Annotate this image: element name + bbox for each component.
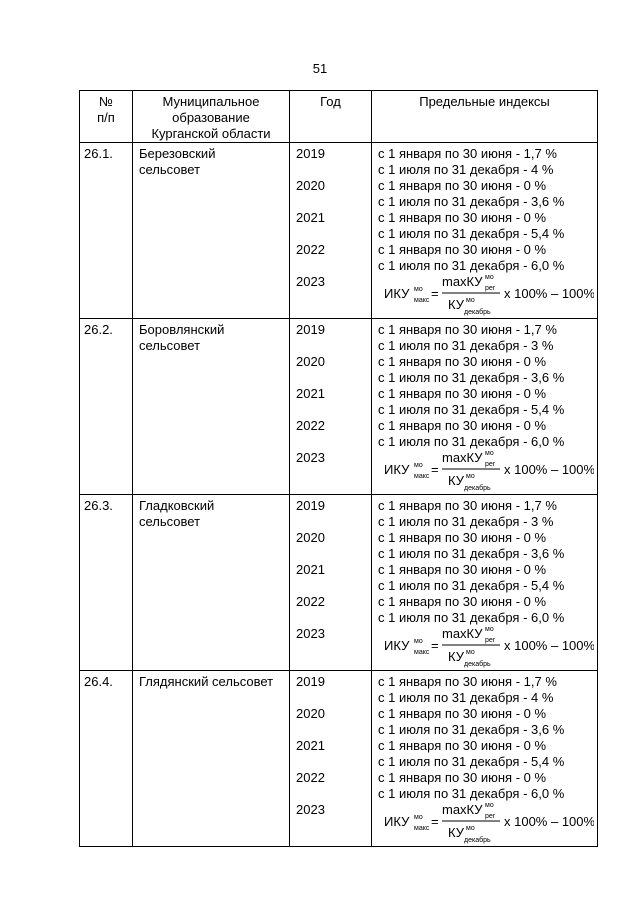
year-label: 2019	[296, 498, 325, 513]
years-cell	[290, 143, 372, 319]
formula-den-sup: мо	[466, 297, 475, 304]
formula-numerator: maxКУ	[442, 802, 483, 817]
year-label: 2023	[296, 450, 325, 465]
year-label: 2020	[296, 706, 325, 721]
formula-den-sub: декабрь	[464, 837, 491, 844]
index-line: с 1 июля по 31 декабря - 4 %	[378, 690, 554, 705]
formula	[384, 800, 594, 846]
index-line: с 1 января по 30 июня - 0 %	[378, 562, 547, 577]
index-line: с 1 июля по 31 декабря - 3 %	[378, 338, 554, 353]
index-line: с 1 января по 30 июня - 1,7 %	[378, 674, 557, 689]
formula-num-sub: рег	[485, 285, 496, 292]
municipality-name: Гладковский сельсовет	[133, 495, 290, 671]
years-cell	[290, 495, 372, 671]
index-line: с 1 июля по 31 декабря - 3 %	[378, 514, 554, 529]
formula-numerator: maxКУ	[442, 626, 483, 641]
index-line: с 1 января по 30 июня - 0 %	[378, 530, 547, 545]
indices-cell	[372, 671, 598, 847]
index-line: с 1 января по 30 июня - 0 %	[378, 354, 547, 369]
formula-num-sub: рег	[485, 461, 496, 468]
index-line: с 1 января по 30 июня - 0 %	[378, 594, 547, 609]
formula-lhs-sub: макс	[414, 297, 430, 304]
formula-num-sub: рег	[485, 813, 496, 820]
formula-den-sup: мо	[466, 825, 475, 832]
formula-lhs: ИКУ	[384, 638, 410, 653]
formula-lhs-sup: мо	[414, 462, 423, 469]
header-num: № п/п	[80, 91, 133, 143]
formula-den-sup: мо	[466, 649, 475, 656]
row-number: 26.2.	[80, 319, 133, 495]
index-line: с 1 января по 30 июня - 0 %	[378, 210, 547, 225]
formula-equals: =	[431, 638, 439, 653]
formula-denominator: КУ	[448, 473, 464, 488]
formula-container	[378, 274, 597, 318]
page-number: 51	[312, 61, 328, 76]
index-line: с 1 июля по 31 декабря - 3,6 %	[378, 546, 565, 561]
year-label: 2021	[296, 210, 325, 225]
row-number: 26.3.	[80, 495, 133, 671]
index-line: с 1 января по 30 июня - 0 %	[378, 386, 547, 401]
formula-lhs-sub: макс	[414, 649, 430, 656]
index-line: с 1 января по 30 июня - 1,7 %	[378, 322, 557, 337]
formula-num-sup: мо	[485, 626, 494, 633]
year-label: 2020	[296, 530, 325, 545]
formula-lhs: ИКУ	[384, 462, 410, 477]
formula	[384, 624, 594, 670]
index-line: с 1 июля по 31 декабря - 6,0 %	[378, 258, 565, 273]
formula-denominator: КУ	[448, 649, 464, 664]
index-line: с 1 июля по 31 декабря - 5,4 %	[378, 226, 565, 241]
header-indices: Предельные индексы	[372, 91, 598, 143]
formula	[384, 272, 594, 318]
formula-lhs-sub: макс	[414, 473, 430, 480]
index-line: с 1 июля по 31 декабря - 6,0 %	[378, 786, 565, 801]
index-line: с 1 июля по 31 декабря - 5,4 %	[378, 578, 565, 593]
formula-lhs: ИКУ	[384, 814, 410, 829]
formula-den-sup: мо	[466, 473, 475, 480]
formula-den-sub: декабрь	[464, 309, 491, 316]
index-line: с 1 июля по 31 декабря - 6,0 %	[378, 610, 565, 625]
year-label: 2023	[296, 626, 325, 641]
formula-equals: =	[431, 286, 439, 301]
index-line: с 1 января по 30 июня - 0 %	[378, 706, 547, 721]
formula-num-sup: мо	[485, 274, 494, 281]
formula-equals: =	[431, 462, 439, 477]
indices-cell	[372, 319, 598, 495]
formula-denominator: КУ	[448, 297, 464, 312]
formula-container	[378, 450, 597, 494]
year-label: 2022	[296, 594, 325, 609]
index-line: с 1 января по 30 июня - 0 %	[378, 770, 547, 785]
formula-lhs-sup: мо	[414, 814, 423, 821]
municipality-name: Боровлянский сельсовет	[133, 319, 290, 495]
row-number: 26.4.	[80, 671, 133, 847]
formula-lhs: ИКУ	[384, 286, 410, 301]
table-row	[80, 671, 598, 847]
indices-table	[79, 90, 598, 847]
formula-container	[378, 626, 597, 670]
years-cell	[290, 319, 372, 495]
index-line: с 1 января по 30 июня - 0 %	[378, 178, 547, 193]
formula-num-sup: мо	[485, 802, 494, 809]
formula-container	[378, 802, 597, 846]
formula-num-sup: мо	[485, 450, 494, 457]
header-municipality: Муниципальное образование Курганской области	[133, 91, 290, 143]
year-label: 2019	[296, 674, 325, 689]
formula	[384, 448, 594, 494]
year-label: 2020	[296, 178, 325, 193]
year-label: 2021	[296, 562, 325, 577]
index-line: с 1 июля по 31 декабря - 3,6 %	[378, 194, 565, 209]
year-label: 2022	[296, 770, 325, 785]
formula-lhs-sup: мо	[414, 286, 423, 293]
index-line: с 1 июля по 31 декабря - 4 %	[378, 162, 554, 177]
formula-tail: x 100% – 100%	[504, 286, 594, 301]
index-line: с 1 июля по 31 декабря - 5,4 %	[378, 754, 565, 769]
index-line: с 1 января по 30 июня - 1,7 %	[378, 498, 557, 513]
formula-denominator: КУ	[448, 825, 464, 840]
index-line: с 1 января по 30 июня - 0 %	[378, 418, 547, 433]
formula-numerator: maxКУ	[442, 450, 483, 465]
year-label: 2022	[296, 418, 325, 433]
index-line: с 1 июля по 31 декабря - 3,6 %	[378, 722, 565, 737]
year-label: 2023	[296, 802, 325, 817]
index-line: с 1 июля по 31 декабря - 6,0 %	[378, 434, 565, 449]
formula-tail: x 100% – 100%	[504, 462, 594, 477]
years-cell	[290, 671, 372, 847]
formula-num-sub: рег	[485, 637, 496, 644]
index-line: с 1 января по 30 июня - 0 %	[378, 738, 547, 753]
table-row	[80, 495, 598, 671]
year-label: 2022	[296, 242, 325, 257]
year-label: 2019	[296, 322, 325, 337]
formula-equals: =	[431, 814, 439, 829]
municipality-name: Глядянский сельсовет	[133, 671, 290, 847]
formula-tail: x 100% – 100%	[504, 814, 594, 829]
header-row	[80, 91, 598, 143]
indices-cell	[372, 143, 598, 319]
table-row	[80, 143, 598, 319]
index-line: с 1 января по 30 июня - 0 %	[378, 242, 547, 257]
formula-den-sub: декабрь	[464, 485, 491, 492]
year-label: 2021	[296, 386, 325, 401]
index-line: с 1 января по 30 июня - 1,7 %	[378, 146, 557, 161]
index-line: с 1 июля по 31 декабря - 3,6 %	[378, 370, 565, 385]
formula-lhs-sub: макс	[414, 825, 430, 832]
indices-cell	[372, 495, 598, 671]
table-row	[80, 319, 598, 495]
year-label: 2023	[296, 274, 325, 289]
year-label: 2020	[296, 354, 325, 369]
formula-numerator: maxКУ	[442, 274, 483, 289]
index-line: с 1 июля по 31 декабря - 5,4 %	[378, 402, 565, 417]
year-label: 2021	[296, 738, 325, 753]
formula-lhs-sup: мо	[414, 638, 423, 645]
formula-den-sub: декабрь	[464, 661, 491, 668]
municipality-name: Березовский сельсовет	[133, 143, 290, 319]
year-label: 2019	[296, 146, 325, 161]
row-number: 26.1.	[80, 143, 133, 319]
header-year: Год	[290, 91, 372, 143]
formula-tail: x 100% – 100%	[504, 638, 594, 653]
